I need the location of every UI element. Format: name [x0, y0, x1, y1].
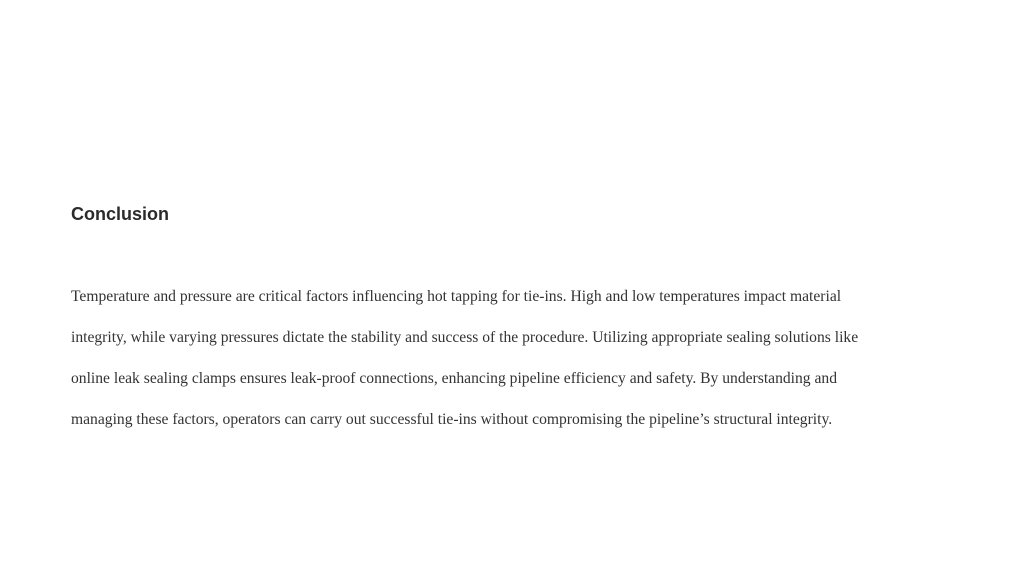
paragraph-line: managing these factors, operators can carry out successful tie-ins without compromising the pipeline’s structural integrity.: [71, 411, 833, 428]
paragraph-line: online leak sealing clamps ensures leak-proof connections, enhancing pipeline efficiency and safety. By understanding and: [71, 370, 838, 387]
paragraph-line: Temperature and pressure are critical factors influencing hot tapping for tie-ins. High and low temperatures impact material: [71, 288, 842, 305]
conclusion-paragraph: [71, 276, 951, 440]
section-heading: Conclusion: [71, 204, 169, 224]
paragraph-line: integrity, while varying pressures dictate the stability and success of the procedure. Utilizing appropriate sealing solutions like: [71, 329, 859, 346]
